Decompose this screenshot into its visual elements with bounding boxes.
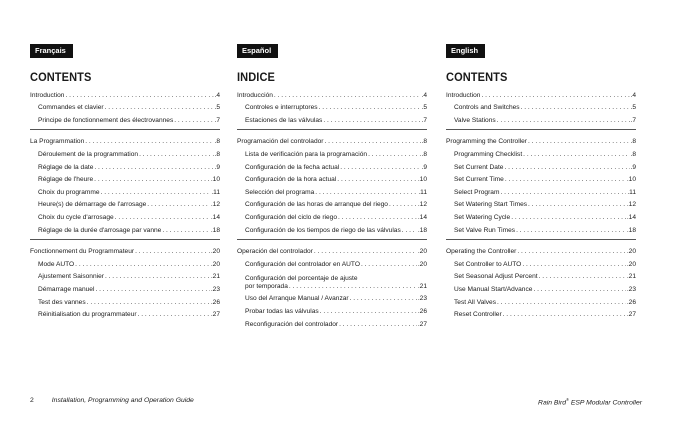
dot-leader (105, 104, 214, 112)
toc-entry-page: .9 (630, 163, 636, 171)
dot-leader (87, 299, 210, 307)
toc-entry-label: Principe de fonctionnement des électrovannes (38, 116, 174, 124)
toc-entry (30, 100, 220, 113)
toc-entry-page: .4 (214, 91, 220, 99)
page-number: 2 (30, 397, 34, 404)
dot-leader (521, 104, 630, 112)
dot-leader (500, 189, 626, 197)
toc-entry (237, 222, 427, 235)
toc-entry-label: Choix du programme (38, 188, 100, 196)
dot-leader (533, 286, 625, 294)
toc-column-english (446, 40, 636, 327)
toc-entry (237, 112, 427, 125)
toc-entry (446, 222, 636, 235)
product-name: ESP Modular Controller (568, 399, 642, 407)
toc-entry-label: Configuración del porcentaje de ajuste (245, 274, 358, 282)
dot-leader (339, 321, 417, 329)
toc-entry-label: Set Watering Cycle (454, 213, 511, 221)
dot-leader (319, 104, 421, 112)
toc-entry (446, 256, 636, 269)
toc-entry-label: Programming Checklist (454, 150, 523, 158)
toc-entry-label: Réglage de la date (38, 163, 94, 171)
toc-entry-page: .8 (630, 138, 636, 146)
toc-entry-label: Réglage de la durée d'arrosage par vanne (38, 226, 162, 234)
dot-leader (101, 189, 211, 197)
dot-leader (85, 138, 213, 146)
toc-entry-page: .26 (417, 307, 427, 315)
toc-entry (446, 307, 636, 320)
toc-entry (30, 222, 220, 235)
toc-column-french (30, 40, 220, 327)
toc-column-spanish (237, 40, 427, 337)
toc-entry-label: Controles e interruptores (245, 104, 318, 112)
toc-entry-page: .26 (626, 298, 636, 306)
toc-entry-label: Estaciones de las válvulas (245, 116, 323, 124)
toc-entry (30, 307, 220, 320)
dot-leader (320, 308, 417, 316)
toc-entry-page: .14 (417, 213, 427, 221)
toc-entry-label: Set Current Date (454, 163, 504, 171)
dot-leader (497, 299, 626, 307)
toc-entry-label: Controls and Switches (454, 104, 520, 112)
toc-entry-label: Test All Valves (454, 298, 497, 306)
toc-entry-label: Configuración del controlador en AUTO (245, 260, 360, 268)
toc-entry (30, 159, 220, 172)
toc-entry-label: Configuración del ciclo de riego (245, 213, 338, 221)
toc-entry (237, 209, 427, 222)
toc-entry (30, 269, 220, 282)
toc-entry-page: .12 (210, 201, 220, 209)
toc-entry-label: Set Controller to AUTO (454, 260, 522, 268)
dot-leader (389, 201, 417, 209)
toc-entry (446, 172, 636, 185)
toc-entry-page: .4 (630, 91, 636, 99)
dot-leader (511, 214, 626, 222)
toc-entry-label: Configuración de las horas de arranque del riego (245, 201, 388, 209)
toc-heading: CONTENTS (446, 70, 508, 84)
toc-entry-page: .7 (421, 116, 427, 124)
dot-leader (504, 164, 629, 172)
toc-entry (237, 197, 427, 210)
toc-section (446, 134, 636, 240)
toc-entry (446, 209, 636, 222)
toc-entry-page: .23 (626, 285, 636, 293)
toc-entry-label: Configuración de la hora actual (245, 176, 337, 184)
dot-leader (350, 295, 417, 303)
toc-entry (30, 197, 220, 210)
toc-entry-page: .12 (417, 201, 427, 209)
footer-right (538, 397, 642, 406)
dot-leader (340, 164, 420, 172)
toc-section (446, 87, 636, 130)
toc-entry (446, 281, 636, 294)
dot-leader (323, 117, 420, 125)
toc-entry-label: Réinitialisation du programmateur (38, 311, 137, 319)
toc-entry-page: .18 (626, 226, 636, 234)
toc-section (30, 87, 220, 130)
toc-heading: CONTENTS (30, 70, 92, 84)
toc-entry-page: .23 (210, 285, 220, 293)
toc-entry (30, 244, 220, 257)
toc-entry-label: Selección del programa (245, 188, 315, 196)
toc-entry-page: .18 (210, 226, 220, 234)
toc-entry-page: .23 (417, 295, 427, 303)
toc-section (30, 134, 220, 240)
toc-entry-label: Introduction (30, 91, 65, 99)
toc-entry-page: .8 (214, 150, 220, 158)
toc-entry-page: .10 (417, 176, 427, 184)
toc-entry (446, 100, 636, 113)
toc-entry-page: .21 (210, 273, 220, 281)
toc-entry-page: .27 (626, 311, 636, 319)
toc-entry (30, 172, 220, 185)
toc-entry (446, 197, 636, 210)
dot-leader (517, 248, 625, 256)
toc-entry-label: Introduction (446, 91, 481, 99)
toc-entry-label: Ajustement Saisonnier (38, 273, 104, 281)
toc-entry (237, 291, 427, 304)
toc-entry-label: Select Program (454, 188, 500, 196)
toc-entry (237, 244, 427, 257)
toc-entry-page: .11 (418, 188, 427, 196)
toc-entry (30, 184, 220, 197)
toc-entry (446, 294, 636, 307)
toc-entry-label: Use Manual Start/Advance (454, 285, 533, 293)
dot-leader (174, 117, 213, 125)
dot-leader (162, 227, 209, 235)
registered-mark: ® (566, 397, 569, 402)
dot-leader (337, 176, 417, 184)
toc-entry-label: Commandes et clavier (38, 104, 104, 112)
toc-entry-page: .20 (210, 260, 220, 268)
toc-entry (237, 256, 427, 269)
toc-entry-label: Reconfiguración del controlador (245, 320, 339, 328)
toc-entry-label: Probar todas las válvulas (245, 307, 319, 315)
dot-leader (523, 151, 629, 159)
toc-entry (30, 146, 220, 159)
toc-section (30, 244, 220, 324)
toc-entry-label: Introducción (237, 91, 273, 99)
toc-entry-label: Lista de verificación para la programación (245, 150, 368, 158)
toc-entry (446, 269, 636, 282)
toc-entry-page: .9 (421, 163, 427, 171)
toc-entry-label: Mode AUTO (38, 260, 75, 268)
toc-entry-label: Configuración de los tiempos de riego de las válvulas (245, 226, 401, 234)
toc-entry-label: Set Valve Run Times (454, 226, 516, 234)
dot-leader (135, 248, 210, 256)
toc-entry-label: Operación del controlador (237, 248, 313, 256)
toc-section (237, 134, 427, 240)
toc-entry (30, 256, 220, 269)
toc-entry-page: .12 (626, 201, 636, 209)
toc-entry (446, 244, 636, 257)
toc-entry (237, 184, 427, 197)
dot-leader (497, 117, 630, 125)
dot-leader (528, 138, 630, 146)
toc-entry-page: .14 (210, 213, 220, 221)
dot-leader (528, 201, 626, 209)
toc-entry-page: .18 (417, 226, 427, 234)
language-tab: Français (30, 44, 73, 58)
toc-entry (30, 281, 220, 294)
toc-entry (237, 269, 427, 291)
toc-entry (446, 87, 636, 100)
toc-entry (30, 112, 220, 125)
toc-entry (237, 100, 427, 113)
toc-entry (30, 209, 220, 222)
dot-leader (338, 214, 417, 222)
dot-leader (95, 286, 209, 294)
toc-entry-page: .27 (417, 320, 427, 328)
toc-entry (237, 134, 427, 147)
toc-entry-label: Déroulement de la programmation (38, 150, 139, 158)
toc-entry-label: Valve Stations (454, 116, 496, 124)
dot-leader (75, 261, 210, 269)
toc-entry-label: Fonctionnement du Programmateur (30, 248, 135, 256)
dot-leader (138, 311, 210, 319)
language-tab: Español (237, 44, 278, 58)
toc-entry-label: Configuración de la fecha actual (245, 163, 340, 171)
dot-leader (516, 227, 626, 235)
toc-entry-page: .8 (421, 150, 427, 158)
footer-left (30, 397, 194, 404)
toc-entry-page: .21 (417, 282, 427, 290)
toc-section (237, 244, 427, 333)
toc-entry-label: Programming the Controller (446, 138, 527, 146)
toc-entry-page: .5 (214, 104, 220, 112)
toc-entry-page: .27 (210, 311, 220, 319)
toc-entry (30, 294, 220, 307)
toc-section (237, 87, 427, 130)
dot-leader (522, 261, 626, 269)
dot-leader (94, 164, 213, 172)
dot-leader (481, 92, 629, 100)
dot-leader (503, 311, 626, 319)
toc-entry-label: Uso del Arranque Manual / Avanzar (245, 295, 349, 303)
dot-leader (368, 151, 420, 159)
toc-entry (30, 87, 220, 100)
toc-entry (446, 112, 636, 125)
toc-entry-page: .7 (214, 116, 220, 124)
dot-leader (402, 227, 417, 235)
toc-entry-page: .10 (210, 176, 220, 184)
dot-leader (505, 176, 626, 184)
brand-name: Rain Bird (538, 399, 566, 407)
dot-leader (139, 151, 213, 159)
toc-entry (237, 172, 427, 185)
toc-entry (237, 316, 427, 329)
toc-entry-label: Choix du cycle d'arrosage (38, 213, 114, 221)
toc-entry-page: .5 (630, 104, 636, 112)
dot-leader (65, 92, 213, 100)
toc-entry-label: Réglage de l'heure (38, 176, 94, 184)
toc-entry-label: Set Current Time (454, 176, 504, 184)
dot-leader (314, 248, 417, 256)
toc-heading: INDICE (237, 70, 275, 84)
toc-entry-page: .26 (210, 298, 220, 306)
toc-entry-label: Heure(s) de démarrage de l'arrosage (38, 201, 147, 209)
dot-leader (315, 189, 417, 197)
toc-entry (237, 303, 427, 316)
toc-entry-page: .4 (421, 91, 427, 99)
toc-entry-page: .8 (421, 138, 427, 146)
dot-leader (94, 176, 210, 184)
toc-entry-page: .21 (626, 273, 636, 281)
toc-entry-label: Operating the Controller (446, 248, 517, 256)
toc-entry-page: .20 (417, 260, 427, 268)
toc-entry-page: .10 (626, 176, 636, 184)
dot-leader (274, 92, 421, 100)
dot-leader (325, 138, 421, 146)
toc-entry-label-cont: por temporada (245, 282, 288, 290)
toc-entry (237, 146, 427, 159)
toc-entry-page: .9 (214, 163, 220, 171)
language-tab: English (446, 44, 485, 58)
guide-title: Installation, Programming and Operation Guide (51, 397, 194, 404)
toc-entry-label: Démarrage manuel (38, 285, 95, 293)
toc-entry (446, 184, 636, 197)
toc-entry (237, 87, 427, 100)
toc-entry (446, 134, 636, 147)
toc-entry (446, 159, 636, 172)
toc-entry-page: .5 (421, 104, 427, 112)
toc-entry (237, 159, 427, 172)
toc-entry-label: Programación del controlador (237, 138, 324, 146)
toc-entry-page: .20 (626, 248, 636, 256)
dot-leader (115, 214, 210, 222)
dot-leader (147, 201, 210, 209)
toc-entry-page: .20 (210, 248, 220, 256)
toc-section (446, 244, 636, 324)
toc-entry-label: Test des vannes (38, 298, 86, 306)
dot-leader (105, 273, 210, 281)
toc-entry-label: Set Watering Start Times (454, 201, 528, 209)
toc-entry-page: .20 (417, 248, 427, 256)
toc-entry-line (245, 283, 427, 291)
toc-entry-label: La Programmation (30, 138, 85, 146)
toc-entry (446, 146, 636, 159)
toc-entry-label: Reset Controller (454, 311, 502, 319)
toc-entry-page: .7 (630, 116, 636, 124)
dot-leader (289, 283, 417, 291)
dot-leader (539, 273, 626, 281)
toc-entry-page: .20 (626, 260, 636, 268)
toc-entry-page: .14 (626, 213, 636, 221)
toc-entry (30, 134, 220, 147)
dot-leader (361, 261, 417, 269)
toc-entry-label: Set Seasonal Adjust Percent (454, 273, 538, 281)
toc-entry-page: .11 (211, 188, 220, 196)
toc-entry-page: .8 (214, 138, 220, 146)
toc-entry-page: .11 (627, 188, 636, 196)
toc-entry-page: .8 (630, 150, 636, 158)
